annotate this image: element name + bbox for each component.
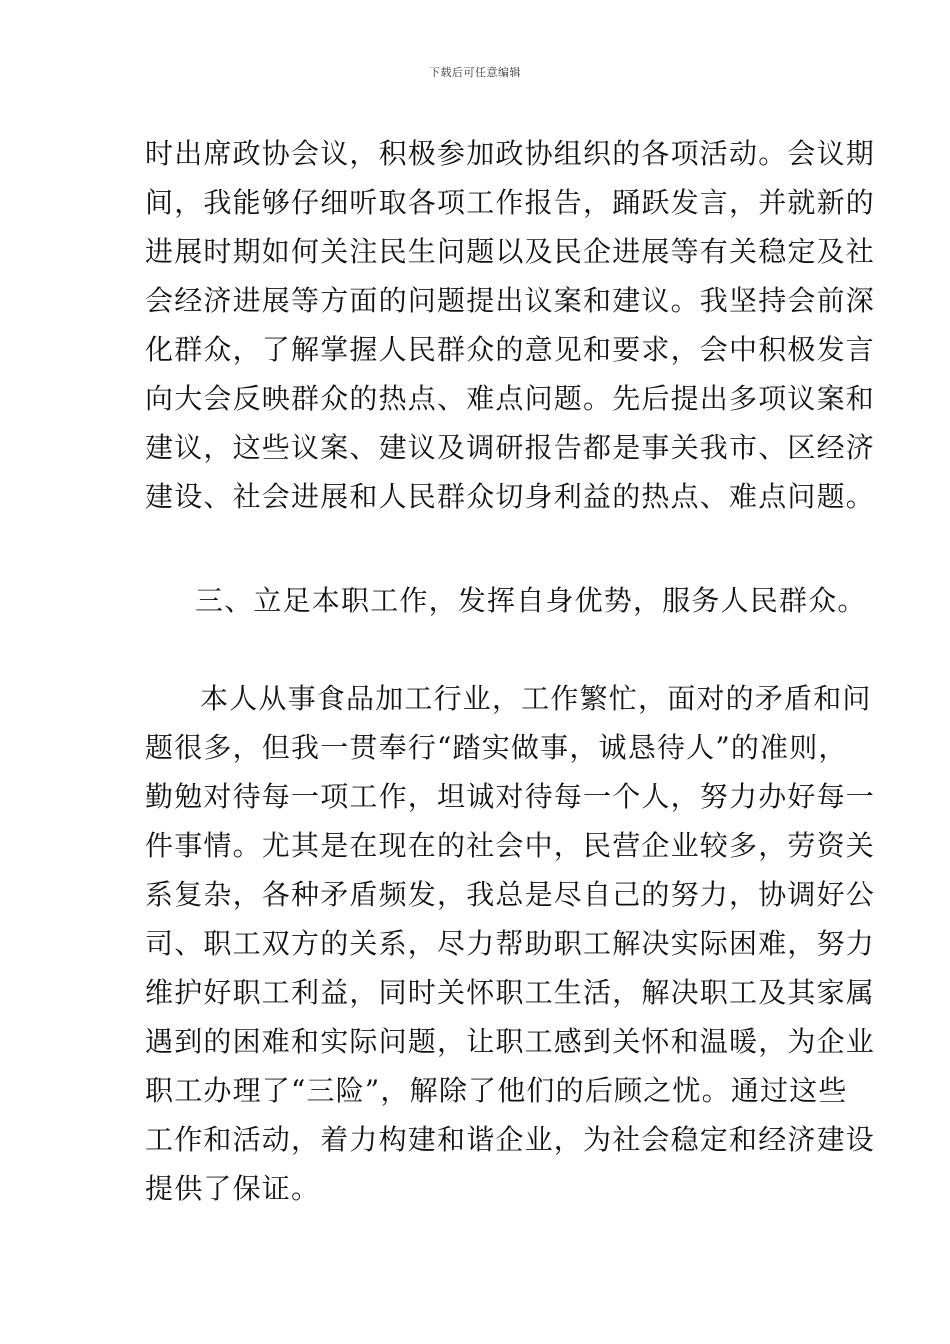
paragraph-2-line-7: 维护好职工利益，同时关怀职工生活，解决职工及其家属: [145, 976, 876, 1009]
paragraph-2-line-4: 件事情。尤其是在现在的社会中，民营企业较多，劳资关: [145, 829, 876, 862]
paragraph-2-line-10: 工作和活动，着力构建和谐企业，为社会稳定和经济建设: [145, 1123, 876, 1156]
paragraph-1-line-6: 向大会反映群众的热点、难点问题。先后提出多项议案和: [145, 382, 876, 415]
paragraph-1-line-8: 建设、社会进展和人民群众切身利益的热点、难点问题。: [145, 480, 876, 513]
paragraph-2-line-2: 题很多，但我一贯奉行“踏实做事，诚恳待人”的准则，: [145, 731, 848, 764]
paragraph-1-line-1: 时出席政协会议，积极参加政协组织的各项活动。会议期: [145, 137, 876, 170]
paragraph-1-line-7: 建议，这些议案、建议及调研报告都是事关我市、区经济: [145, 431, 876, 464]
section-heading-3: 三、立足本职工作，发挥自身优势，服务人民群众。: [195, 584, 867, 617]
paragraph-1-line-4: 会经济进展等方面的问题提出议案和建议。我坚持会前深: [145, 284, 876, 317]
paragraph-2-line-1: 本人从事食品加工行业，工作繁忙，面对的矛盾和问: [200, 682, 872, 715]
paragraph-1-line-3: 进展时期如何关注民生问题以及民企进展等有关稳定及社: [145, 235, 876, 268]
paragraph-1-line-2: 间，我能够仔细听取各项工作报告，踊跃发言，并就新的: [145, 186, 876, 219]
paragraph-2-line-9: 职工办理了“三险”，解除了他们的后顾之忧。通过这些: [145, 1074, 848, 1107]
paragraph-2-line-8: 遇到的困难和实际问题，让职工感到关怀和温暖，为企业: [145, 1025, 876, 1058]
paragraph-2-line-6: 司、职工双方的关系，尽力帮助职工解决实际困难，努力: [145, 927, 876, 960]
page-header-note: 下载后可任意编辑: [429, 66, 521, 79]
paragraph-2-line-11: 提供了保证。: [145, 1172, 321, 1205]
paragraph-2-line-3: 勤勉对待每一项工作，坦诚对待每一个人，努力办好每一: [145, 780, 876, 813]
paragraph-2-line-5: 系复杂，各种矛盾频发，我总是尽自己的努力，协调好公: [145, 878, 876, 911]
paragraph-1-line-5: 化群众，了解掌握人民群众的意见和要求，会中积极发言: [145, 333, 876, 366]
